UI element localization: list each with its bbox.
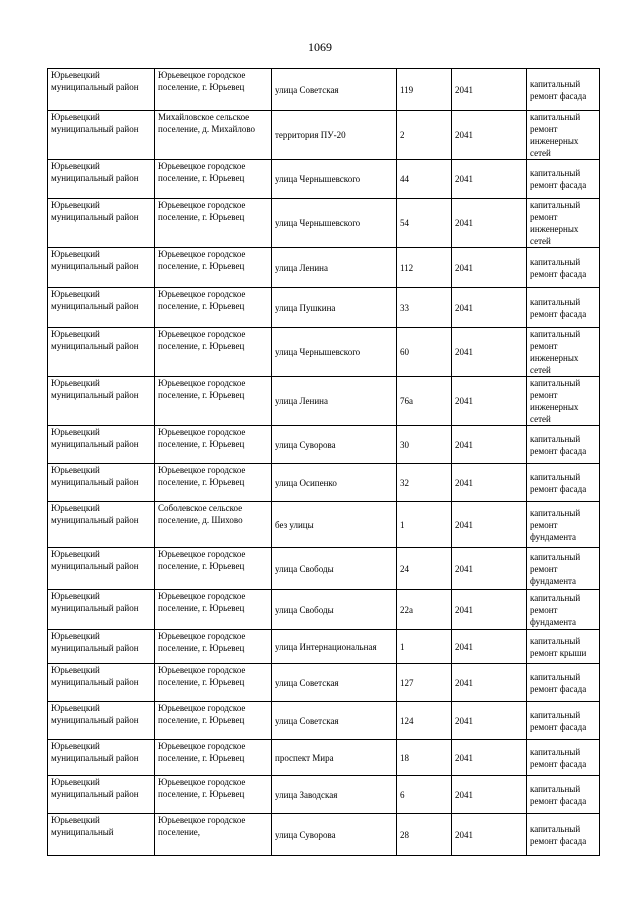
house-number-cell: 124 — [397, 702, 452, 740]
repair-schedule-table — [47, 68, 600, 856]
settlement-cell: Юрьевецкое городское поселение, г. Юрьевец — [155, 328, 272, 377]
work-type-cell: капитальный ремонт инженерных сетей — [527, 199, 600, 248]
table-row — [48, 664, 600, 702]
street-cell: без улицы — [272, 502, 397, 548]
year-cell: 2041 — [452, 69, 527, 111]
work-type-cell: капитальный ремонт фундамента — [527, 590, 600, 630]
year-cell: 2041 — [452, 664, 527, 702]
district-cell: Юрьевецкий муниципальный район — [48, 111, 155, 160]
table-row — [48, 776, 600, 814]
district-cell: Юрьевецкий муниципальный район — [48, 426, 155, 464]
street-cell: улица Ленина — [272, 377, 397, 426]
settlement-cell: Юрьевецкое городское поселение, г. Юрьевец — [155, 426, 272, 464]
settlement-cell: Юрьевецкое городское поселение, г. Юрьевец — [155, 464, 272, 502]
street-cell: улица Интернациональная — [272, 630, 397, 664]
district-cell: Юрьевецкий муниципальный район — [48, 776, 155, 814]
year-cell: 2041 — [452, 248, 527, 288]
street-cell: улица Пушкина — [272, 288, 397, 328]
district-cell: Юрьевецкий муниципальный район — [48, 740, 155, 776]
district-cell: Юрьевецкий муниципальный район — [48, 664, 155, 702]
table-row — [48, 160, 600, 199]
settlement-cell: Михайловское сельское поселение, д. Михайлово — [155, 111, 272, 160]
house-number-cell: 6 — [397, 776, 452, 814]
settlement-cell: Юрьевецкое городское поселение, г. Юрьевец — [155, 776, 272, 814]
district-cell: Юрьевецкий муниципальный район — [48, 328, 155, 377]
district-cell: Юрьевецкий муниципальный район — [48, 69, 155, 111]
table-row — [48, 740, 600, 776]
table-row — [48, 502, 600, 548]
year-cell: 2041 — [452, 548, 527, 590]
table-row — [48, 548, 600, 590]
street-cell: проспект Мира — [272, 740, 397, 776]
district-cell: Юрьевецкий муниципальный район — [48, 630, 155, 664]
settlement-cell: Юрьевецкое городское поселение, г. Юрьевец — [155, 377, 272, 426]
year-cell: 2041 — [452, 464, 527, 502]
district-cell: Юрьевецкий муниципальный район — [48, 548, 155, 590]
year-cell: 2041 — [452, 702, 527, 740]
house-number-cell: 32 — [397, 464, 452, 502]
district-cell: Юрьевецкий муниципальный район — [48, 377, 155, 426]
work-type-cell: капитальный ремонт фундамента — [527, 502, 600, 548]
street-cell: улица Советская — [272, 664, 397, 702]
street-cell: улица Свободы — [272, 548, 397, 590]
street-cell: улица Суворова — [272, 426, 397, 464]
work-type-cell: капитальный ремонт фасада — [527, 248, 600, 288]
page-number: 1069 — [308, 40, 332, 54]
house-number-cell: 22а — [397, 590, 452, 630]
year-cell: 2041 — [452, 814, 527, 856]
work-type-cell: капитальный ремонт фасада — [527, 776, 600, 814]
district-cell: Юрьевецкий муниципальный район — [48, 199, 155, 248]
settlement-cell: Юрьевецкое городское поселение, г. Юрьевец — [155, 664, 272, 702]
work-type-cell: капитальный ремонт фасада — [527, 702, 600, 740]
year-cell: 2041 — [452, 776, 527, 814]
table-row — [48, 702, 600, 740]
district-cell: Юрьевецкий муниципальный район — [48, 248, 155, 288]
work-type-cell: капитальный ремонт фасада — [527, 464, 600, 502]
year-cell: 2041 — [452, 426, 527, 464]
house-number-cell: 1 — [397, 630, 452, 664]
settlement-cell: Соболевское сельское поселение, д. Шихово — [155, 502, 272, 548]
settlement-cell: Юрьевецкое городское поселение, г. Юрьевец — [155, 160, 272, 199]
street-cell: улица Советская — [272, 702, 397, 740]
work-type-cell: капитальный ремонт фундамента — [527, 548, 600, 590]
table-row — [48, 248, 600, 288]
house-number-cell: 18 — [397, 740, 452, 776]
street-cell: улица Чернышевского — [272, 328, 397, 377]
settlement-cell: Юрьевецкое городское поселение, г. Юрьевец — [155, 248, 272, 288]
table-row — [48, 328, 600, 377]
settlement-cell: Юрьевецкое городское поселение, г. Юрьевец — [155, 288, 272, 328]
work-type-cell: капитальный ремонт фасада — [527, 664, 600, 702]
settlement-cell: Юрьевецкое городское поселение, г. Юрьевец — [155, 630, 272, 664]
street-cell: улица Ленина — [272, 248, 397, 288]
year-cell: 2041 — [452, 288, 527, 328]
settlement-cell: Юрьевецкое городское поселение, г. Юрьевец — [155, 69, 272, 111]
street-cell: улица Суворова — [272, 814, 397, 856]
year-cell: 2041 — [452, 111, 527, 160]
district-cell: Юрьевецкий муниципальный район — [48, 590, 155, 630]
settlement-cell: Юрьевецкое городское поселение, г. Юрьевец — [155, 548, 272, 590]
work-type-cell: капитальный ремонт фасада — [527, 160, 600, 199]
street-cell: улица Чернышевского — [272, 160, 397, 199]
house-number-cell: 44 — [397, 160, 452, 199]
work-type-cell: капитальный ремонт фасада — [527, 740, 600, 776]
year-cell: 2041 — [452, 740, 527, 776]
house-number-cell: 54 — [397, 199, 452, 248]
work-type-cell: капитальный ремонт фасада — [527, 814, 600, 856]
table-row — [48, 814, 600, 856]
house-number-cell: 28 — [397, 814, 452, 856]
settlement-cell: Юрьевецкое городское поселение, г. Юрьевец — [155, 740, 272, 776]
house-number-cell: 2 — [397, 111, 452, 160]
year-cell: 2041 — [452, 377, 527, 426]
district-cell: Юрьевецкий муниципальный район — [48, 288, 155, 328]
year-cell: 2041 — [452, 328, 527, 377]
year-cell: 2041 — [452, 590, 527, 630]
street-cell: улица Заводская — [272, 776, 397, 814]
house-number-cell: 119 — [397, 69, 452, 111]
district-cell: Юрьевецкий муниципальный район — [48, 502, 155, 548]
table-row — [48, 464, 600, 502]
work-type-cell: капитальный ремонт фасада — [527, 288, 600, 328]
district-cell: Юрьевецкий муниципальный район — [48, 160, 155, 199]
table-row — [48, 426, 600, 464]
house-number-cell: 1 — [397, 502, 452, 548]
settlement-cell: Юрьевецкое городское поселение, г. Юрьевец — [155, 702, 272, 740]
district-cell: Юрьевецкий муниципальный район — [48, 464, 155, 502]
street-cell: улица Чернышевского — [272, 199, 397, 248]
table-row — [48, 377, 600, 426]
table-row — [48, 199, 600, 248]
table-row — [48, 288, 600, 328]
house-number-cell: 76а — [397, 377, 452, 426]
district-cell: Юрьевецкий муниципальный район — [48, 702, 155, 740]
house-number-cell: 30 — [397, 426, 452, 464]
year-cell: 2041 — [452, 502, 527, 548]
district-cell: Юрьевецкий муниципальный — [48, 814, 155, 856]
work-type-cell: капитальный ремонт фасада — [527, 69, 600, 111]
work-type-cell: капитальный ремонт инженерных сетей — [527, 377, 600, 426]
settlement-cell: Юрьевецкое городское поселение, г. Юрьевец — [155, 590, 272, 630]
year-cell: 2041 — [452, 199, 527, 248]
table-row — [48, 590, 600, 630]
street-cell: улица Свободы — [272, 590, 397, 630]
work-type-cell: капитальный ремонт фасада — [527, 426, 600, 464]
work-type-cell: капитальный ремонт крыши — [527, 630, 600, 664]
work-type-cell: капитальный ремонт инженерных сетей — [527, 111, 600, 160]
house-number-cell: 127 — [397, 664, 452, 702]
table-row — [48, 630, 600, 664]
work-type-cell: капитальный ремонт инженерных сетей — [527, 328, 600, 377]
year-cell: 2041 — [452, 160, 527, 199]
settlement-cell: Юрьевецкое городское поселение, г. Юрьевец — [155, 199, 272, 248]
house-number-cell: 60 — [397, 328, 452, 377]
table-row — [48, 111, 600, 160]
settlement-cell: Юрьевецкое городское поселение, — [155, 814, 272, 856]
street-cell: улица Осипенко — [272, 464, 397, 502]
table-row — [48, 69, 600, 111]
street-cell: территория ПУ-20 — [272, 111, 397, 160]
street-cell: улица Советская — [272, 69, 397, 111]
year-cell: 2041 — [452, 630, 527, 664]
house-number-cell: 33 — [397, 288, 452, 328]
house-number-cell: 112 — [397, 248, 452, 288]
house-number-cell: 24 — [397, 548, 452, 590]
